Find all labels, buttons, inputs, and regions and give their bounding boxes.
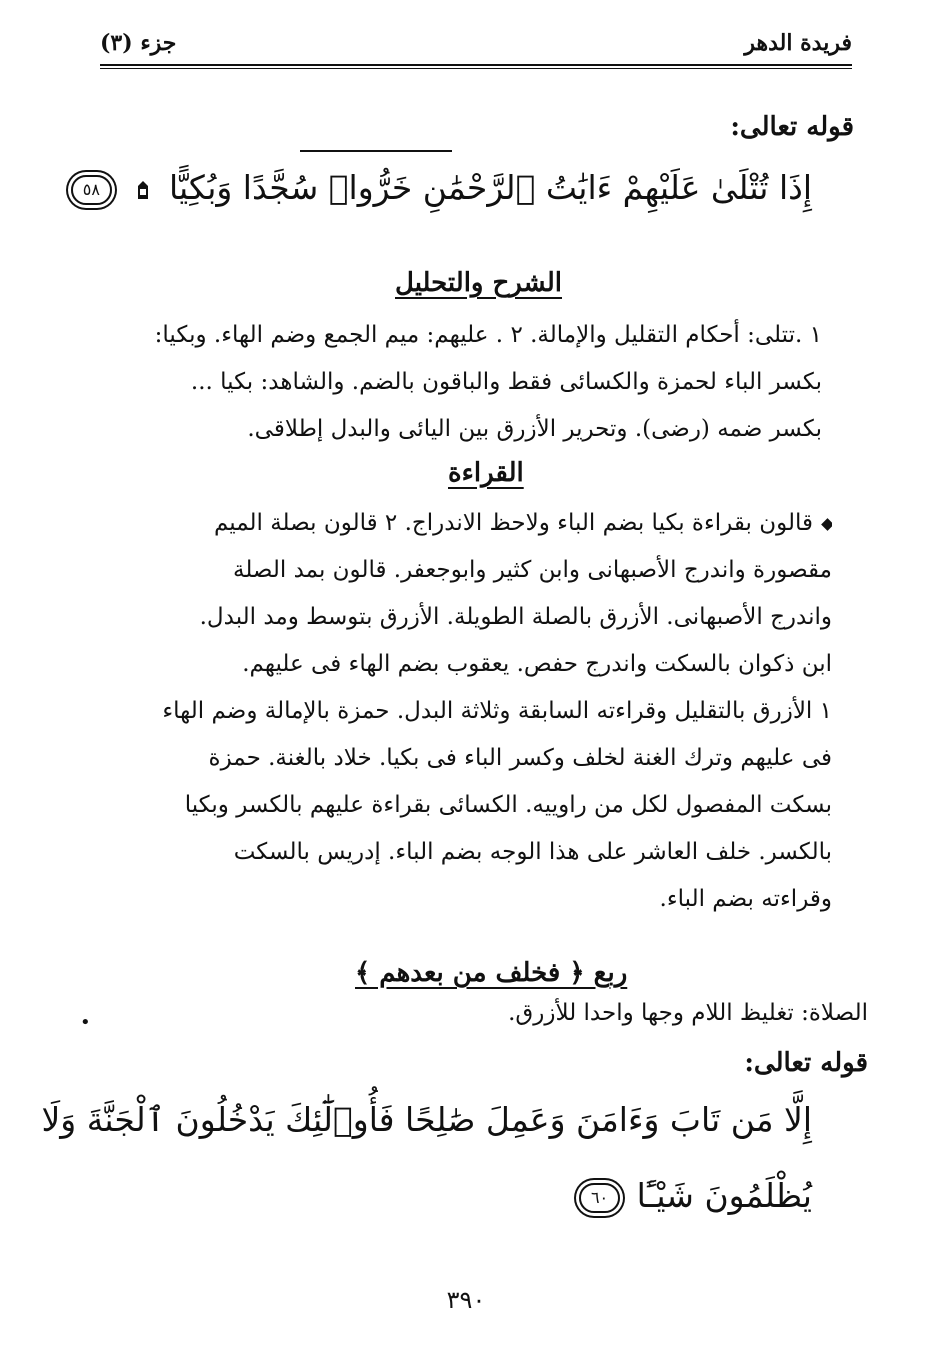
analysis-line: بكسر ضمه (رضى). وتحرير الأزرق بين اليائى والبدل إطلاقى. (247, 416, 822, 442)
book-title: فريدة الدهر (744, 30, 852, 56)
page-number: ٣٩٠ (446, 1286, 486, 1314)
reading-line: ١ الأزرق بالتقليل وقراءته السابقة وثلاثة البدل. حمزة بالإمالة وضم الهاء (162, 698, 832, 724)
reading-line: بسكت المفصول لكل من راوييه. الكسائى بقراءة عليهم بالكسر وبكيا (184, 792, 832, 818)
verse-intro-label: قوله تعالى: (730, 112, 854, 142)
quran-verse-60-line2 (579, 1176, 812, 1215)
verse-rule (300, 150, 452, 152)
reading-paragraph (110, 500, 832, 923)
quarter-title: ربع ﴿ فخلف من بعدهم ﴾ (355, 958, 628, 988)
ayah-number-badge: ٦٠ (579, 1183, 620, 1213)
verse-text: إِذَا تُتْلَىٰ عَلَيْهِمْ ءَايَٰتُ ٱلرَّحْمَٰنِ خَرُّوا۟ سُجَّدًا وَبُكِيًّا (168, 168, 812, 207)
analysis-paragraph (110, 312, 822, 453)
header-rule-thin (100, 68, 852, 69)
reading-line: بالكسر. خلف العاشر على هذا الوجه بضم الباء. إدريس بالسكت (233, 839, 832, 865)
volume-label: جزء (٣) (100, 30, 177, 56)
reading-line: فى عليهم وترك الغنة لخلف وكسر الباء فى بكيا. خلاد بالغنة. حمزة (208, 745, 832, 771)
quarter-note: الصلاة: تغليظ اللام وجها واحدا للأزرق. (508, 1000, 868, 1026)
verse-intro-label-2: قوله تعالى: (744, 1048, 868, 1078)
analysis-line: ١ .تتلى: أحكام التقليل والإمالة. ٢ . عليهم: ميم الجمع وضم الهاء. وبكيا: (154, 322, 822, 348)
reading-title: القراءة (448, 458, 524, 488)
reading-line: واندرج الأصبهانى. الأزرق بالصلة الطويلة. الأزرق بتوسط ومد البدل. (199, 604, 832, 630)
quran-verse-60-line1: إِلَّا مَن تَابَ وَءَامَنَ وَعَمِلَ صَٰلِحًا فَأُو۟لَٰٓئِكَ يَدْخُلُونَ ٱلْجَنَّةَ وَلَا (41, 1100, 812, 1139)
reading-line (110, 500, 832, 547)
bullet-diamond-icon (821, 518, 832, 531)
reading-line: ابن ذكوان بالسكت واندرج حفص. يعقوب بضم الهاء فى عليهم. (242, 651, 832, 677)
reading-line-text: قالون بقراءة بكيا بضم الباء ولاحظ الاندراج. ٢ قالون بصلة الميم (213, 510, 813, 536)
ayah-number-badge: ٥٨ (71, 175, 112, 205)
header-rule (100, 64, 852, 66)
margin-mark: • (80, 1012, 91, 1033)
verse-text: يُظْلَمُونَ شَيْـًٔا (636, 1176, 812, 1215)
analysis-title: الشرح والتحليل (395, 268, 562, 298)
reading-line: وقراءته بضم الباء. (659, 886, 832, 912)
running-header (100, 30, 852, 66)
analysis-line: بكسر الباء لحمزة والكسائى فقط والباقون بالضم. والشاهد: بكيا ... (190, 369, 822, 395)
quran-verse-58 (71, 168, 812, 207)
reading-line: مقصورة واندرج الأصبهانى وابن كثير وابوجعفر. قالون بمد الصلة (232, 557, 832, 583)
prostration-mark-icon (134, 180, 152, 200)
